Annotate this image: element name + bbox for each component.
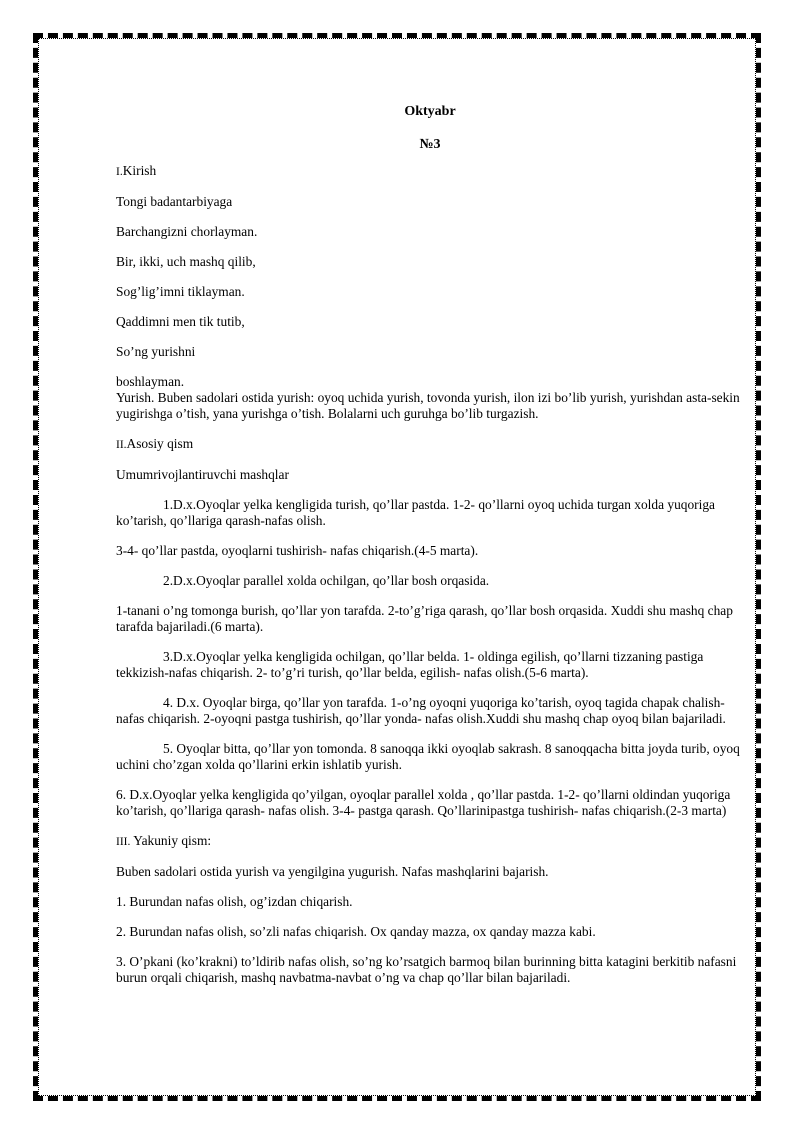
exercise-5: 5. Oyoqlar bitta, qo’llar yon tomonda. 8 sanoqqa ikki oyoqlab sakrash. 8 sanoqqacha bitta joyda turib, oyoq uchini cho’zgan xolda qo’llarini erkin ishlatib yurish. — [116, 741, 740, 772]
lesson-number: №3 — [419, 137, 441, 152]
page-title: Oktyabr — [404, 104, 456, 119]
poem-line: Barchangizni chorlayman. — [116, 224, 258, 239]
section-heading-intro — [116, 163, 744, 180]
exercise-4: 4. D.x. Oyoqlar birga, qo’llar yon tarafda. 1-o’ng oyoqni yuqoriga ko’tarish, oyoq tagida chapak chalish- nafas chiqarish. 2-oyoqni pastga tushirish, qo’llar yonda- nafas olish.Xuddi shu mashq chap oyoq bilan bajariladi. — [116, 695, 726, 726]
poem-line: Qaddimni men tik tutib, — [116, 314, 245, 329]
breathing-2: 2. Burundan nafas olish, so’zli nafas chiqarish. Ox qanday mazza, ox qanday mazza kabi. — [116, 924, 596, 939]
section-label: Yakuniy qism: — [133, 833, 212, 848]
exercises-heading: Umumrivojlantiruvchi mashqlar — [116, 467, 289, 482]
section-heading-final — [116, 833, 744, 850]
breathing-1: 1. Burundan nafas olish, og’izdan chiqarish. — [116, 894, 353, 909]
section-heading-main — [116, 436, 744, 453]
poem-line: Sog’lig’imni tiklayman. — [116, 284, 245, 299]
exercise-2: 2.D.x.Oyoqlar parallel xolda ochilgan, qo’llar bosh orqasida. — [163, 573, 490, 588]
section-label: Asosiy qism — [126, 436, 194, 451]
exercise-1-continued: 3-4- qo’llar pastda, oyoqlarni tushirish- nafas chiqarish.(4-5 marta). — [116, 543, 479, 558]
section-number: II. — [116, 439, 127, 451]
breathing-3: 3. O’pkani (ko’krakni) to’ldirib nafas olish, so’ng ko’rsatgich barmoq bilan burinning bitta katagini berkitib nafasni burun orqali chiqarish, mashq navbatma-navbat o’ng va chap qo’llar bilan bajariladi. — [116, 954, 737, 985]
poem-line: Bir, ikki, uch mashq qilib, — [116, 254, 256, 269]
exercise-3: 3.D.x.Oyoqlar yelka kengligida ochilgan, qo’llar belda. 1- oldinga egilish, qo’llarni tizzaning pastiga tekkizish-nafas chiqarish. 2- to’g’ri turish, qo’llar belda, egilish- nafas olish.(5-6 marta). — [116, 649, 704, 680]
poem-line: So’ng yurishni — [116, 344, 196, 359]
final-intro: Buben sadolari ostida yurish va yengilgina yugurish. Nafas mashqlarini bajarish. — [116, 864, 549, 879]
walking-paragraph: Yurish. Buben sadolari ostida yurish: oyoq uchida yurish, tovonda yurish, ilon izi bo’lib yurish, yurishdan asta-sekin yugirishga o’tish, yana yurishga o’tish. Bolalarni uch guruhga bo’lib turgazish. — [116, 390, 740, 421]
poem-line: boshlayman. — [116, 374, 185, 389]
section-label: Kirish — [122, 163, 157, 178]
poem — [116, 194, 744, 390]
section-number: I. — [116, 166, 123, 178]
exercise-1: 1.D.x.Oyoqlar yelka kengligida turish, qo’llar pastda. 1-2- qo’llarni oyoq uchida turgan xolda yuqoriga ko’tarish, qo’llariga qarash-nafas olish. — [116, 497, 715, 528]
exercise-6: 6. D.x.Oyoqlar yelka kengligida qo’yilgan, oyoqlar parallel xolda , qo’llar pastda. 1-2- qo’llarni oldindan yuqoriga ko’tarish, qo’llariga qarash- nafas olish. 3-4- pastga qarash. Qo’llarinipastga tushirish- nafas chiqarish.(2-3 marta) — [116, 787, 731, 818]
exercise-2-continued: 1-tanani o’ng tomonga burish, qo’llar yon tarafda. 2-to’g’riga qarash, qo’llar bosh orqasida. Xuddi shu mashq chap tarafda bajariladi.(6 marta). — [116, 603, 733, 634]
document-body — [116, 100, 744, 986]
section-number: III. — [116, 836, 131, 848]
poem-line: Tongi badantarbiyaga — [116, 194, 233, 209]
